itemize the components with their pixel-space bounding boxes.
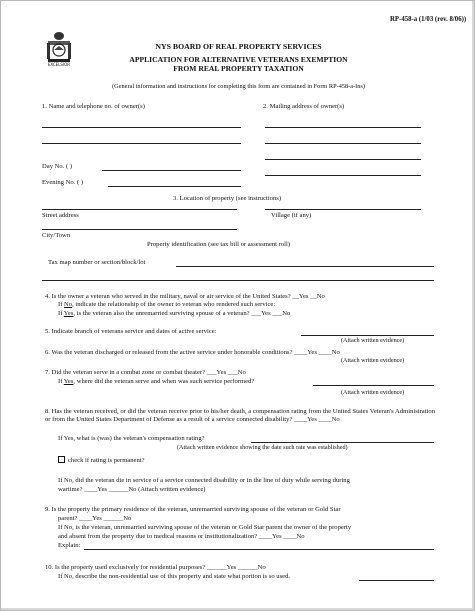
- q8-rating-label: If Yes, what is (was) the veteran's compensation rating?: [58, 435, 205, 442]
- q10-use-field[interactable]: [359, 580, 434, 581]
- section-divider: [42, 280, 434, 281]
- q9-line1: 9. Is the property the primary residence of the veteran, unremarried surviving spouse of the veteran or Gold Star: [45, 506, 341, 513]
- q10-line1: 10. Is the property used exclusively for residential purposes? ______Yes ______No: [45, 564, 266, 571]
- q9-line2: parent? ____Yes ______No: [58, 515, 132, 522]
- agency-name: NYS BOARD OF REAL PROPERTY SERVICES: [155, 42, 322, 51]
- q8-paragraph: 8. Has the veteran received, or did the veteran receive prior to his/her death, a compensation rating from the United States Veteran's Administration or from the United States Department of Defense as a result of a service connected disability? ____Yes ____No: [45, 408, 435, 423]
- q7-line2: If Yes, where did the veteran serve and when was such service performed?: [58, 378, 255, 385]
- owner-name-field-1[interactable]: [42, 127, 241, 128]
- mailing-address-field-1[interactable]: [265, 127, 421, 128]
- mailing-address-label: 2. Mailing address of owner(s): [263, 103, 345, 110]
- village-field[interactable]: [265, 209, 421, 210]
- city-town-field[interactable]: [42, 229, 237, 230]
- owner-name-field-2[interactable]: [42, 143, 241, 144]
- day-phone-label: Day No. ( ): [42, 163, 73, 170]
- form-id: RP-458-a (1/03 (rev. 8/06)): [390, 16, 467, 23]
- q6-attach: (Attach written evidence): [341, 357, 405, 364]
- q7-attach: (Attach written evidence): [341, 389, 405, 396]
- q7-where-field[interactable]: [313, 385, 434, 386]
- street-address-field[interactable]: [42, 209, 237, 210]
- property-id-label: Property identification (see tax bill or assessment roll): [147, 241, 291, 248]
- mailing-address-field-3[interactable]: [265, 159, 421, 160]
- form-title-line1: APPLICATION FOR ALTERNATIVE VETERANS EXEMPTION: [129, 55, 348, 64]
- q4-line2: If No, indicate the relationship of the owner to veteran who rendered such service:: [58, 301, 276, 308]
- q9-explain-field[interactable]: [84, 549, 434, 550]
- q10-line2: If No, describe the non-residential use of this property and state what portion is so used.: [58, 573, 291, 580]
- tax-map-field[interactable]: [176, 266, 434, 267]
- street-address-label: Street address: [42, 212, 79, 219]
- q8-rating-attach: (Attach written evidence showing the date such rate was established): [177, 444, 348, 451]
- evening-phone-label: Evening No. ( ): [42, 179, 84, 186]
- q5-line1: 5. Indicate branch of veterans service and dates of active service:: [45, 328, 217, 335]
- q5-attach: (Attach written evidence): [341, 337, 405, 344]
- owner-name-label: 1. Name and telephone no. of owner(s): [42, 103, 145, 110]
- q4-line1: 4. Is the owner a veteran who served in the military, naval or air service of the United States? __Yes __No: [45, 293, 325, 300]
- q8-no-line1: If No, did the veteran die in service of a service connected disability or in the line of duty while serving during: [58, 477, 350, 484]
- tax-map-label: Tax map number or section/block/lot: [48, 259, 146, 266]
- form-title-line2: FROM REAL PROPERTY TAXATION: [173, 64, 304, 73]
- permanent-checkbox[interactable]: [58, 456, 65, 463]
- q8-permanent: check if rating is permanent?: [58, 456, 145, 465]
- q9-line4: and absent from the property due to medical reasons or institutionalization? ____Yes ____No: [58, 533, 305, 540]
- day-phone-field[interactable]: [102, 170, 241, 171]
- location-label: 3. Location of property (see instructions): [173, 195, 282, 202]
- q8-rating-field[interactable]: [251, 442, 434, 443]
- city-town-label: City/Town: [42, 232, 71, 239]
- mailing-address-field-2[interactable]: [265, 143, 421, 144]
- q4-line3: If Yes, is the veteran also the unremarried surviving spouse of a veteran? ___Yes ___No: [58, 310, 291, 317]
- q5-service-field[interactable]: [301, 335, 434, 336]
- q7-line1: 7. Did the veteran serve in a combat zone or combat theater? ___Yes ___No: [45, 369, 246, 376]
- village-label: Village (if any): [271, 212, 312, 219]
- svg-text:EXCELSIOR: EXCELSIOR: [47, 62, 71, 67]
- mailing-address-field-4[interactable]: [265, 175, 421, 176]
- q9-explain-label: Explain:: [58, 542, 81, 549]
- instructions-note: (General information and instructions for completing this form are contained in Form RP-458-a-Ins): [112, 83, 365, 90]
- q8-no-line2: wartime? ____Yes ______No (Attach written evidence): [58, 486, 206, 493]
- q6-line1: 6. Was the veteran discharged or released from the active service under honorable conditions? ____Yes ____No: [45, 349, 340, 356]
- evening-phone-field[interactable]: [108, 186, 241, 187]
- q9-line3: If No, is the veteran, unremarried surviving spouse of the veteran or Gold Star parent the owner of the property: [58, 524, 352, 531]
